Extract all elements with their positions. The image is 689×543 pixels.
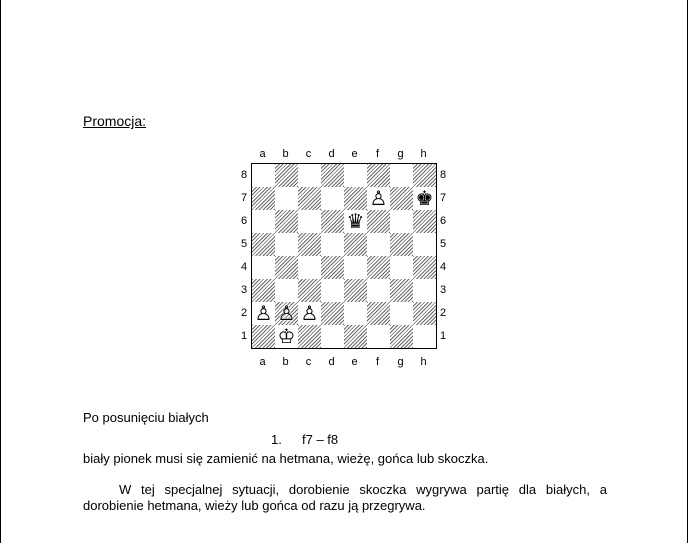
section-heading: Promocja: (83, 113, 147, 129)
square-g8 (390, 164, 413, 187)
square-e8 (344, 164, 367, 187)
white-pawn-icon: ♙ (300, 301, 319, 325)
square-c1 (298, 325, 321, 348)
file-label: d (328, 148, 335, 160)
black-king-icon: ♚ (415, 186, 434, 210)
file-label: h (420, 148, 427, 160)
rank-label: 7 (439, 192, 447, 204)
square-h5 (413, 233, 436, 256)
square-f6 (367, 210, 390, 233)
square-c8 (298, 164, 321, 187)
promotion-text: biały pionek musi się zamienić na hetmana, wieżę, gońca lub skoczka. (83, 451, 489, 466)
square-b8 (275, 164, 298, 187)
rank-label: 4 (439, 261, 447, 273)
rank-label: 3 (439, 284, 447, 296)
square-b7 (275, 187, 298, 210)
square-c6 (298, 210, 321, 233)
square-e7 (344, 187, 367, 210)
white-pawn-icon: ♙ (369, 186, 388, 210)
square-a3 (252, 279, 275, 302)
file-label: a (259, 356, 266, 368)
square-b2 (275, 302, 298, 325)
rank-label: 4 (240, 261, 248, 273)
square-d1 (321, 325, 344, 348)
file-label: c (305, 148, 312, 160)
square-c5 (298, 233, 321, 256)
square-h4 (413, 256, 436, 279)
chess-board (251, 163, 437, 349)
square-g4 (390, 256, 413, 279)
square-f8 (367, 164, 390, 187)
square-d5 (321, 233, 344, 256)
rank-label: 2 (240, 307, 248, 319)
file-label: g (397, 148, 404, 160)
square-e2 (344, 302, 367, 325)
white-pawn-icon: ♙ (277, 301, 296, 325)
square-g2 (390, 302, 413, 325)
rank-label: 1 (240, 330, 248, 342)
rank-label: 5 (439, 238, 447, 250)
rank-label: 1 (439, 330, 447, 342)
square-g5 (390, 233, 413, 256)
file-label: e (351, 148, 358, 160)
rank-label: 2 (439, 307, 447, 319)
move-number: 1. (271, 432, 282, 447)
square-d6 (321, 210, 344, 233)
square-h2 (413, 302, 436, 325)
square-e4 (344, 256, 367, 279)
square-f2 (367, 302, 390, 325)
square-e1 (344, 325, 367, 348)
square-h1 (413, 325, 436, 348)
square-g1 (390, 325, 413, 348)
square-b5 (275, 233, 298, 256)
square-f3 (367, 279, 390, 302)
black-queen-icon: ♛ (346, 209, 365, 233)
square-a5 (252, 233, 275, 256)
file-label: f (375, 148, 380, 160)
square-h6 (413, 210, 436, 233)
square-d4 (321, 256, 344, 279)
move-notation: f7 – f8 (302, 432, 339, 447)
square-g7 (390, 187, 413, 210)
square-a4 (252, 256, 275, 279)
square-d3 (321, 279, 344, 302)
square-f1 (367, 325, 390, 348)
rank-label: 8 (439, 169, 447, 181)
square-f4 (367, 256, 390, 279)
white-king-icon: ♔ (277, 324, 296, 348)
square-d8 (321, 164, 344, 187)
file-label: d (328, 356, 335, 368)
square-f5 (367, 233, 390, 256)
square-c7 (298, 187, 321, 210)
square-a8 (252, 164, 275, 187)
square-h3 (413, 279, 436, 302)
square-a7 (252, 187, 275, 210)
rank-label: 3 (240, 284, 248, 296)
square-b6 (275, 210, 298, 233)
square-a6 (252, 210, 275, 233)
rank-label: 6 (439, 215, 447, 227)
file-label: h (420, 356, 427, 368)
square-e5 (344, 233, 367, 256)
square-e3 (344, 279, 367, 302)
file-label: f (375, 356, 380, 368)
square-f7 (367, 187, 390, 210)
file-label: c (305, 356, 312, 368)
square-e6 (344, 210, 367, 233)
square-g6 (390, 210, 413, 233)
square-a1 (252, 325, 275, 348)
square-c2 (298, 302, 321, 325)
rank-label: 8 (240, 169, 248, 181)
square-d2 (321, 302, 344, 325)
square-b4 (275, 256, 298, 279)
square-d7 (321, 187, 344, 210)
file-label: b (282, 356, 289, 368)
file-label: a (259, 148, 266, 160)
after-move-caption: Po posunięciu białych (83, 410, 209, 425)
square-h7 (413, 187, 436, 210)
square-a2 (252, 302, 275, 325)
white-pawn-icon: ♙ (254, 301, 273, 325)
square-c3 (298, 279, 321, 302)
file-label: g (397, 356, 404, 368)
square-g3 (390, 279, 413, 302)
square-b3 (275, 279, 298, 302)
file-label: e (351, 356, 358, 368)
square-c4 (298, 256, 321, 279)
square-h8 (413, 164, 436, 187)
rank-label: 6 (240, 215, 248, 227)
explanation-paragraph: W tej specjalnej sytuacji, dorobienie skoczka wygrywa partię dla białych, a dorobienie hetmana, wieży lub gońca od razu ją przegrywa. (83, 482, 607, 513)
file-label: b (282, 148, 289, 160)
rank-label: 7 (240, 192, 248, 204)
square-b1 (275, 325, 298, 348)
rank-label: 5 (240, 238, 248, 250)
